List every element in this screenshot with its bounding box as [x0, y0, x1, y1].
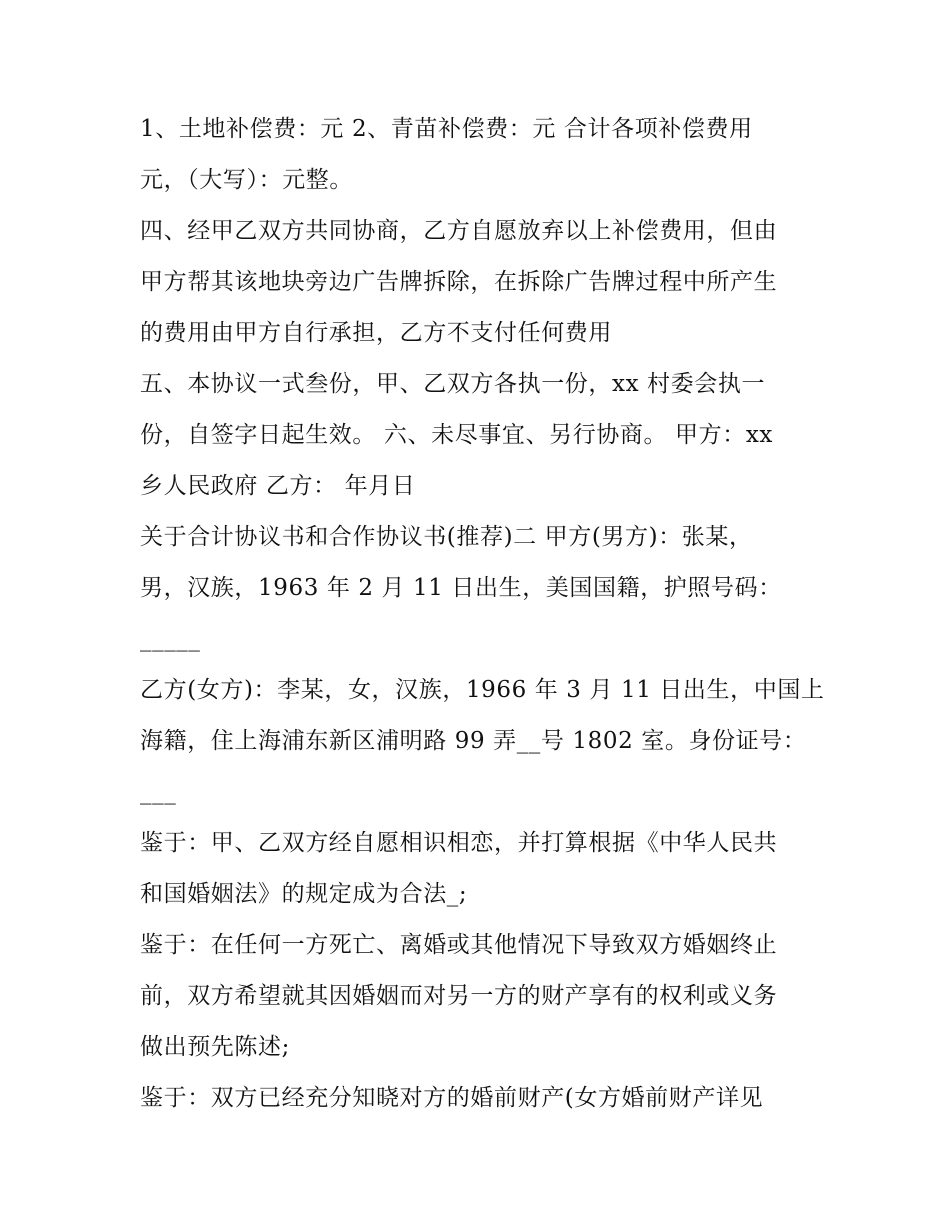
text-line: 乙方(女方)：李某，女，汉族，1966 年 3 月 11 日出生，中国上: [140, 677, 825, 703]
text-line: 鉴于：双方已经充分知晓对方的婚前财产(女方婚前财产详见: [140, 1085, 764, 1111]
text-line: 四、经甲乙双方共同协商，乙方自愿放弃以上补偿费用，但由: [140, 218, 778, 244]
text-line: 男，汉族，1963 年 2 月 11 日出生，美国国籍，护照号码：: [140, 575, 782, 601]
text-line: 元，（大写）：元整。: [140, 167, 353, 193]
text-line: 1、土地补偿费：元 2、青苗补偿费：元 合计各项补偿费用: [140, 116, 753, 142]
text-line: 乡人民政府 乙方： 年月日: [140, 473, 416, 499]
text-line: 前，双方希望就其因婚姻而对另一方的财产享有的权利或义务: [140, 983, 778, 1009]
text-line: 鉴于：在任何一方死亡、离婚或其他情况下导致双方婚姻终止: [140, 932, 778, 958]
text-line: 关于合计协议书和合作协议书(推荐)二 甲方(男方)：张某，: [140, 524, 753, 550]
text-line: 鉴于：甲、乙双方经自愿相识相恋，并打算根据《中华人民共: [140, 830, 778, 856]
text-line: 海籍，住上海浦东新区浦明路 99 弄__号 1802 室。身份证号：: [140, 728, 807, 754]
text-line: 五、本协议一式叁份，甲、乙双方各执一份，xx 村委会执一: [140, 371, 766, 397]
text-line: ___: [140, 779, 177, 805]
text-line: _____: [140, 626, 201, 652]
text-line: 做出预先陈述;: [140, 1034, 290, 1060]
text-line: 甲方帮其该地块旁边广告牌拆除，在拆除广告牌过程中所产生: [140, 269, 778, 295]
text-line: 和国婚姻法》的规定成为合法_;: [140, 881, 468, 907]
document-body: [140, 104, 830, 1124]
text-line: 份，自签字日起生效。 六、未尽事宜、另行协商。 甲方：xx: [140, 422, 773, 448]
text-line: 的费用由甲方自行承担，乙方不支付任何费用: [140, 320, 612, 346]
